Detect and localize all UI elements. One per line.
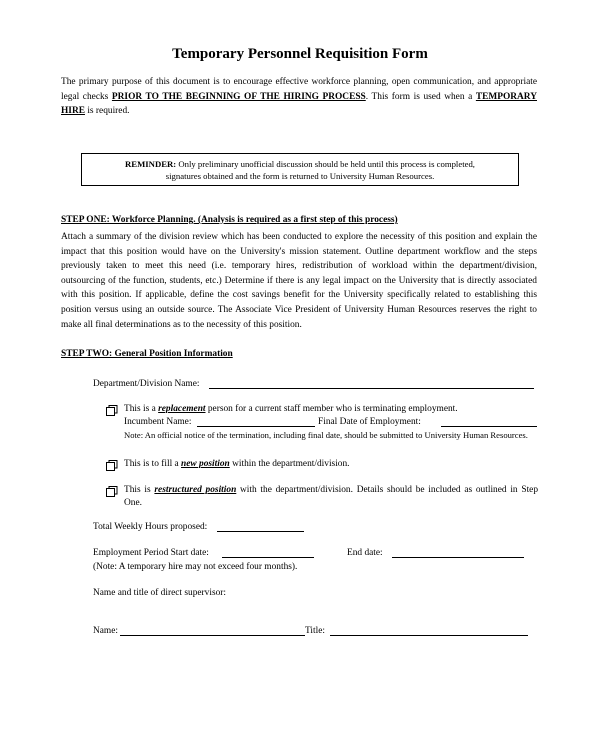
period-note: (Note: A temporary hire may not exceed four months). xyxy=(93,562,298,572)
reminder-label: REMINDER: xyxy=(125,159,177,169)
checkbox-icon xyxy=(106,460,118,472)
supervisor-label: Name and title of direct supervisor: xyxy=(93,588,227,598)
final-date-label: Final Date of Employment: xyxy=(318,417,421,427)
start-date-label: Employment Period Start date: xyxy=(93,548,209,558)
replacement-option-text xyxy=(124,404,458,414)
new-position-emphasis: new position xyxy=(181,459,230,469)
supervisor-title-field[interactable] xyxy=(330,635,528,636)
step-two-heading: STEP TWO: General Position Information xyxy=(61,349,233,359)
restructured-option-text xyxy=(124,484,538,510)
department-label: Department/Division Name: xyxy=(93,379,200,389)
new-position-post: within the department/division. xyxy=(229,459,350,469)
checkbox-icon xyxy=(106,486,118,498)
intro-text-3: is required. xyxy=(84,106,130,117)
restructured-position-checkbox[interactable] xyxy=(106,486,118,498)
reminder-line-1: Only preliminary unofficial discussion should be held until this process is completed, xyxy=(176,159,475,169)
step-one-heading: STEP ONE: Workforce Planning. (Analysis is required as a first step of this process) xyxy=(61,215,398,225)
new-position-pre: This is to fill a xyxy=(124,459,182,469)
restructured-emphasis: restructured position xyxy=(154,485,237,495)
intro-text-1: The primary purpose of this document is to encourage effective workforce planning, open communication, and appropriate legal checks xyxy=(61,77,537,102)
supervisor-name-field[interactable] xyxy=(120,635,305,636)
intro-emphasis-prior: PRIOR TO THE BEGINNING OF THE HIRING PROCESS xyxy=(111,91,366,102)
termination-note: Note: An official notice of the termination, including final date, should be submitted to University Human Resources. xyxy=(124,430,528,440)
replacement-pre: This is a xyxy=(124,404,159,414)
reminder-line-2: signatures obtained and the form is returned to University Human Resources. xyxy=(165,171,435,181)
intro-emphasis-temporary-hire: TEMPORARY HIRE xyxy=(61,91,537,117)
restructured-post: with the department/division. Details should be included as outlined in Step One. xyxy=(124,485,539,508)
weekly-hours-field[interactable] xyxy=(217,531,304,532)
end-date-label: End date: xyxy=(347,548,383,558)
incumbent-field[interactable] xyxy=(197,426,315,427)
start-date-field[interactable] xyxy=(222,557,314,558)
replacement-checkbox[interactable] xyxy=(106,405,118,417)
intro-text-2: . This form is used when a xyxy=(365,91,476,102)
supervisor-title-label: Title: xyxy=(305,626,325,636)
intro-paragraph xyxy=(61,75,537,119)
replacement-post: person for a current staff member who is terminating employment. xyxy=(205,404,458,414)
reminder-box xyxy=(81,153,519,186)
department-field[interactable] xyxy=(209,388,534,389)
new-position-checkbox[interactable] xyxy=(106,460,118,472)
weekly-hours-label: Total Weekly Hours proposed: xyxy=(93,522,208,532)
new-position-option-text xyxy=(124,459,350,469)
end-date-field[interactable] xyxy=(392,557,524,558)
form-title: Temporary Personnel Requisition Form xyxy=(172,46,428,62)
checkbox-icon xyxy=(106,405,118,417)
restructured-pre: This is xyxy=(124,485,155,495)
supervisor-name-label: Name: xyxy=(93,626,118,636)
step-one-body: Attach a summary of the division review which has been conducted to explore the necessity of this position and explain the impact that this position would have on the University's mission statement. Outline department workflow and the steps previously taken to meet this need (i.e. temporary hires, redistribution of workload within the department/division, outsourcing of the function, students, etc.) Determine if there is any legal impact on the University that is directly associated with this position. If applicable, define the cost savings benefit for the University specifically related to establishing this position versus using an outside source. The Associate Vice President of University Human Resources reserves the right to make all final determinations as to the necessity of this position. xyxy=(61,232,537,330)
final-date-field[interactable] xyxy=(441,426,537,427)
incumbent-label: Incumbent Name: xyxy=(124,417,192,427)
replacement-emphasis: replacement xyxy=(158,404,206,414)
